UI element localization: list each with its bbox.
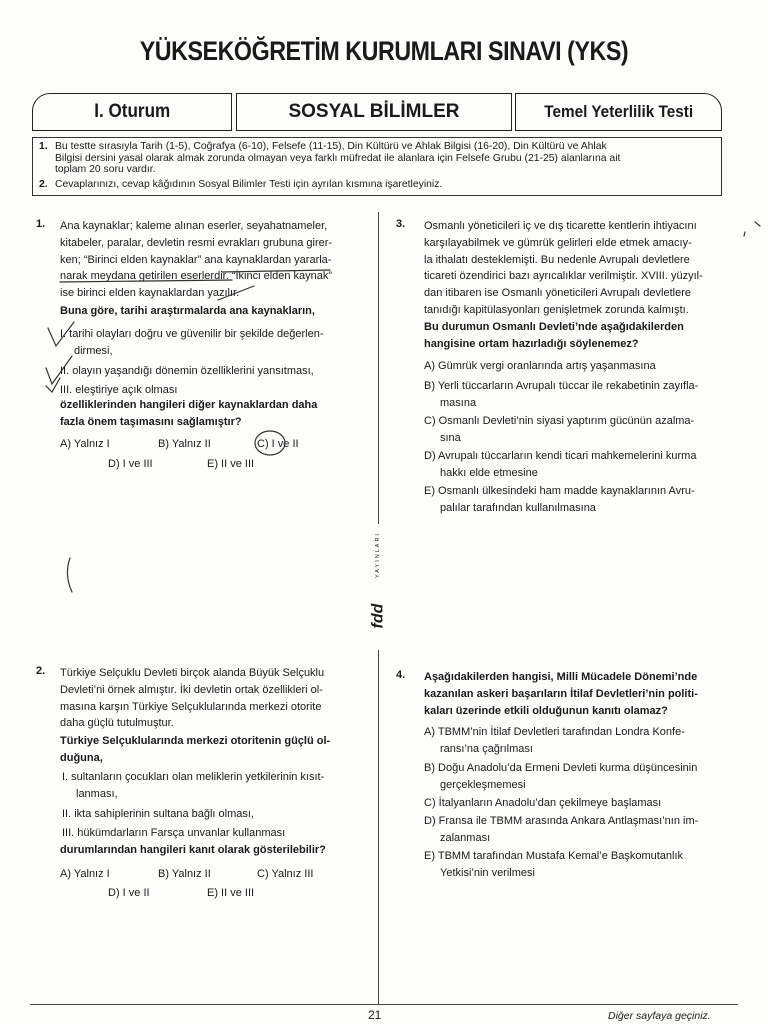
- item-line: II. ikta sahiplerinin sultana bağlı olması,: [62, 807, 254, 820]
- option-e[interactable]: E) II ve III: [207, 887, 255, 899]
- item-line: dirmesi,: [74, 344, 113, 357]
- option-line: zalanması: [440, 831, 491, 844]
- option-line: Yetkisi’nin verilmesi: [440, 866, 535, 879]
- question-line: Bu durumun Osmanlı Devleti’nde aşağıdakilerden: [424, 321, 684, 333]
- question-line: Aşağıdakilerden hangisi, Milli Mücadele Dönemi’nde: [424, 671, 698, 683]
- question-number: 2.: [36, 665, 46, 677]
- test-label: Temel Yeterlilik Testi: [544, 102, 693, 121]
- stem-line: ise birinci elden kaynaklardan yazılır.: [60, 287, 240, 300]
- instruction-number: 2.: [39, 179, 48, 190]
- stem-line: dan itibaren ise Osmanlı yöneticileri Avrupalı devletlere: [424, 287, 691, 300]
- option-line: masına: [440, 396, 477, 409]
- ask-line: özelliklerinden hangileri diğer kaynaklardan daha: [60, 399, 318, 411]
- session-label: I. Oturum: [93, 101, 170, 122]
- instruction-line: Bu testte sırasıyla Tarih (1-5), Coğrafya (6-10), Felsefe (11-15), Din Kültürü ve Ahlak Bilgisi (16-20), Din Kültürü ve Ahlak: [55, 141, 607, 152]
- instruction-line: Bilgisi dersini yasal olarak almak zorunda olmayan veya farklı müfredat ile alanlara için Felsefe Grubu (21-25) alanlarına ait: [55, 152, 621, 164]
- option-line: E) TBMM tarafından Mustafa Kemal’e Başkomutanlık: [424, 850, 684, 862]
- option-a[interactable]: A) Yalnız I: [60, 438, 110, 450]
- stem-line: Türkiye Selçuklu Devleti birçok alanda Büyük Selçuklu: [60, 667, 325, 679]
- page-number: 21: [368, 1008, 382, 1022]
- question-line: kaları üzerinde etkili olduğunun kanıtı olamaz?: [424, 704, 668, 717]
- stem-line: narak meydana getirilen eserlerdir. “İkinci elden kaynak”: [60, 270, 333, 283]
- option-line: palılar tarafından kullanılmasına: [440, 501, 596, 514]
- option-line: gerçekleşmemesi: [440, 778, 526, 791]
- item-line: lanması,: [76, 787, 118, 800]
- strike-line: [222, 270, 330, 272]
- stem-line: Ana kaynaklar; kaleme alınan eserler, seyahatnameler,: [60, 220, 328, 232]
- option-line: E) Osmanlı ülkesindeki ham madde kaynaklarının Avru-: [424, 485, 695, 497]
- q2-ask: durumlarından hangileri kanıt olarak gösterilebilir?: [60, 844, 326, 856]
- stem-line: tanıdığı kapitülasyonları genişletmek zorunda kalmıştı.: [424, 303, 689, 316]
- question-number: 4.: [396, 669, 406, 681]
- stem-line: ticareti özendirici bazı ayrıcalıklar verilmiştir. XVIII. yüzyıl-: [424, 270, 703, 283]
- item-line: I. tarihi olayları doğru ve güvenilir bir şekilde değerlen-: [60, 328, 324, 340]
- stem-line: la ithalatı desteklemişti. Bu nedenle Avrupalı devletlere: [424, 253, 690, 266]
- option-b[interactable]: B) Yalnız II: [158, 868, 211, 880]
- instruction-line: Cevaplarınızı, cevap kâğıdının Sosyal Bilimler Testi için ayrılan kısmına işaretleyiniz.: [55, 179, 443, 190]
- option-line: C) İtalyanların Anadolu’dan çekilmeye başlaması: [424, 797, 662, 809]
- q1-question: Buna göre, tarihi araştırmalarda ana kaynakların,: [60, 305, 315, 317]
- option-line: D) Fransa ile TBMM arasında Ankara Antlaşması’nın im-: [424, 815, 699, 827]
- option-line: hakkı elde etmesine: [440, 466, 538, 479]
- instruction-line: toplam 20 soru vardır.: [55, 164, 156, 175]
- ask-line: fazla önem taşımasını sağlamıştır?: [60, 415, 242, 428]
- question-number: 1.: [36, 218, 46, 230]
- option-b[interactable]: B) Yalnız II: [158, 438, 211, 450]
- checkmark-icon: [46, 378, 60, 392]
- item-line: II. olayın yaşandığı dönemin özelliklerini yansıtması,: [60, 364, 314, 377]
- next-page-note: Diğer sayfaya geçiniz.: [608, 1010, 711, 1022]
- option-line: ransı’na çağrılması: [440, 742, 533, 755]
- question-line: duğuna,: [60, 751, 103, 764]
- question-number: 3.: [396, 218, 406, 230]
- stem-line: karşılayabilmek ve gümrük gelirleri elde etmek amacıy-: [424, 236, 692, 249]
- answer-circle-icon: [255, 431, 285, 455]
- question-line: hangisine ortam hazırladığı söylenemez?: [424, 337, 639, 350]
- strike-line: [218, 286, 254, 300]
- publisher-imprint: YAYINLARI: [375, 532, 382, 578]
- stray-mark: [755, 222, 760, 226]
- option-c[interactable]: C) Yalnız III: [257, 868, 314, 880]
- option-line: A) Gümrük vergi oranlarında artış yaşanmasına: [424, 360, 656, 372]
- stem-line: ken; “Birinci elden kaynaklar” ana kaynaklardan yararla-: [60, 253, 332, 266]
- option-d[interactable]: D) I ve II: [108, 887, 150, 899]
- stem-line: Devleti’ni örnek almıştır. İki devletin ortak özellikleri ol-: [60, 683, 323, 696]
- instruction-number: 1.: [39, 141, 48, 152]
- stem-line: kitabeler, paralar, devletin resmi evrakları grubuna girer-: [60, 236, 333, 249]
- stem-line: Osmanlı yöneticileri iç ve dış ticarette kentlerin ihtiyacını: [424, 220, 697, 232]
- option-line: A) TBMM’nin İtilaf Devletleri tarafından Londra Konfe-: [424, 726, 685, 738]
- stray-mark: [744, 232, 745, 236]
- option-d[interactable]: D) I ve III: [108, 458, 153, 470]
- stray-mark: [67, 558, 72, 592]
- question-line: Türkiye Selçuklularında merkezi otoritenin güçlü ol-: [60, 735, 331, 747]
- stem-line: masına karşın Türkiye Selçuklularında merkezi otorite: [60, 700, 322, 713]
- question-line: kazanılan askeri başarıların İtilaf Devletleri’nin politi-: [424, 687, 698, 700]
- option-line: sına: [440, 431, 461, 444]
- option-line: B) Doğu Anadolu’da Ermeni Devleti kurma düşüncesinin: [424, 762, 698, 774]
- option-a[interactable]: A) Yalnız I: [60, 868, 110, 880]
- exam-title: YÜKSEKÖĞRETİM KURUMLARI SINAVI (YKS): [139, 36, 629, 66]
- stem-line: daha güçlü tutulmuştur.: [60, 717, 174, 730]
- item-line: III. eleştiriye açık olması: [60, 384, 178, 397]
- strike-line: [60, 280, 232, 282]
- option-line: C) Osmanlı Devleti’nin siyasi yaptırım gücünün azalma-: [424, 415, 695, 427]
- checkmark-icon: [48, 322, 74, 346]
- option-e[interactable]: E) II ve III: [207, 458, 255, 470]
- subject-label: SOSYAL BİLİMLER: [288, 101, 460, 122]
- option-line: D) Avrupalı tüccarların kendi ticari mahkemelerini kurma: [424, 450, 697, 462]
- option-line: B) Yerli tüccarların Avrupalı tüccar ile rekabetinin zayıfla-: [424, 380, 699, 392]
- option-c[interactable]: C) I ve II: [257, 438, 299, 450]
- item-line: I. sultanların çocukları olan meliklerin yetkilerinin kısıt-: [62, 771, 325, 783]
- item-line: III. hükümdarların Farsça unvanlar kullanması: [62, 827, 286, 840]
- publisher-logo: fdd: [369, 603, 386, 629]
